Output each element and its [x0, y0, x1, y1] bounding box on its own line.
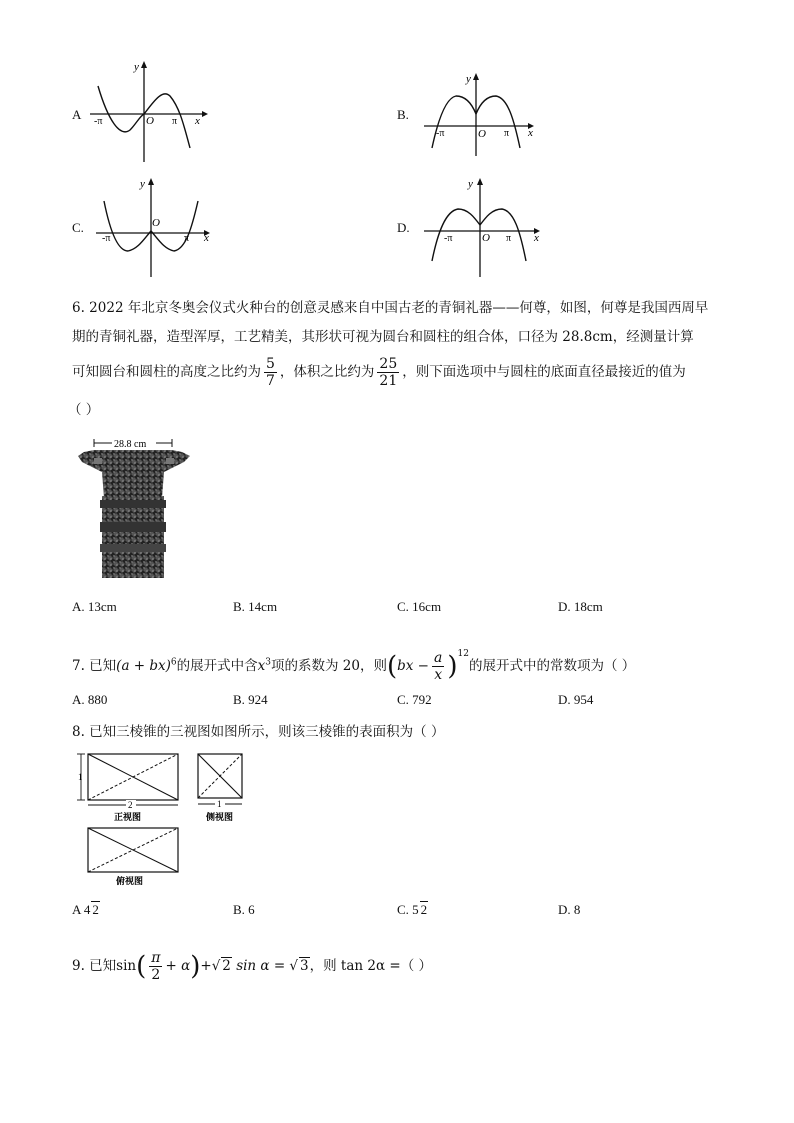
three-views-diagram: [74, 750, 254, 888]
q8-option-c[interactable]: C. 5 2: [397, 902, 428, 917]
volume-ratio-fraction: $\frac{25}{21}$: [379, 356, 398, 389]
svg-text:正视图: 正视图: [114, 812, 142, 822]
option-c-label: C.: [72, 220, 84, 235]
graph-option-c: [96, 175, 216, 279]
height-ratio-fraction: $\frac{5}{7}$: [266, 356, 275, 389]
q6-line-3: 可知圆台和圆柱的高度之比约为 $\frac{5}{7}$ ，体积之比约为 $\frac{25}{21}$ ，则下面选项中与圆柱的底面直径最接近的值为: [72, 356, 686, 389]
pi-label: π: [172, 116, 178, 127]
graph-option-a: [90, 58, 210, 164]
q6-line-2: 期的青铜礼器，造型浑厚，工艺精美，其形状可视为圆台和圆柱的组合体，口径为 28.8cm，经测量计算: [72, 329, 694, 345]
bronze-zun-figure: [74, 438, 194, 580]
q6-option-c[interactable]: C. 16cm: [397, 599, 442, 614]
svg-text:-π: -π: [102, 233, 111, 244]
q6-option-b[interactable]: B. 14cm: [233, 599, 278, 614]
svg-text:y: y: [468, 178, 473, 190]
svg-text:侧视图: 侧视图: [206, 812, 234, 822]
svg-text:-π: -π: [436, 128, 445, 139]
svg-text:1: 1: [217, 799, 222, 809]
svg-text:π: π: [504, 128, 510, 139]
q8-stem: 8. 已知三棱锥的三视图如图所示，则该三棱锥的表面积为（ ）: [72, 724, 445, 740]
q7-option-b[interactable]: B. 924: [233, 692, 268, 707]
svg-text:1: 1: [78, 772, 83, 782]
q7-option-c[interactable]: C. 792: [397, 692, 432, 707]
diameter-label: 28.8 cm: [114, 439, 147, 450]
q8-option-b[interactable]: B. 6: [233, 902, 255, 917]
top-view: [88, 828, 178, 886]
q7-stem: 7. 已知(a + bx)$^6$的展开式中含$x^3$项的系数为 20，则(bx − $\frac{a}{x}$ )$^{12}$的展开式中的常数项为（ ）: [72, 649, 636, 683]
svg-text:2: 2: [128, 800, 133, 810]
q8-option-a[interactable]: A 4 2: [72, 902, 99, 917]
q8-option-d[interactable]: D. 8: [558, 902, 581, 917]
q9-stem: 9. 已知sin( $\frac{\pi}{2}$ + α)+√ 2 sin α = √ 3，则 tan 2α =（ ）: [72, 950, 432, 983]
svg-text:y: y: [140, 178, 145, 190]
option-d-label: D.: [397, 220, 410, 235]
origin-label: O: [146, 115, 154, 127]
svg-text:π: π: [184, 233, 190, 244]
side-view: [198, 754, 242, 822]
y-axis-label: y: [134, 61, 139, 73]
svg-text:π: π: [506, 233, 512, 244]
x-axis-label: x: [195, 115, 200, 127]
q7-option-d[interactable]: D. 954: [558, 692, 594, 707]
q6-line-1: 6. 2022 年北京冬奥会仪式火种台的创意灵感来自中国古老的青铜礼器——何尊，如图，何尊是我国西周早: [72, 300, 709, 316]
option-b-label: B.: [397, 107, 409, 122]
graph-option-d: [424, 175, 548, 279]
svg-text:俯视图: 俯视图: [116, 876, 144, 886]
svg-text:O: O: [152, 217, 160, 229]
svg-text:x: x: [534, 232, 539, 244]
graph-option-b: [424, 70, 544, 158]
svg-text:x: x: [528, 127, 533, 139]
q6-option-a[interactable]: A. 13cm: [72, 599, 117, 614]
svg-text:x: x: [204, 232, 209, 244]
svg-text:O: O: [478, 128, 486, 140]
front-view: [77, 754, 178, 822]
q6-option-d[interactable]: D. 18cm: [558, 599, 603, 614]
svg-text:O: O: [482, 232, 490, 244]
neg-pi-label: -π: [94, 116, 103, 127]
q7-option-a[interactable]: A. 880: [72, 692, 108, 707]
q6-answer-bracket: （ ）: [68, 402, 100, 418]
svg-text:y: y: [466, 73, 471, 85]
svg-text:-π: -π: [444, 233, 453, 244]
option-a-label: A: [72, 107, 82, 122]
